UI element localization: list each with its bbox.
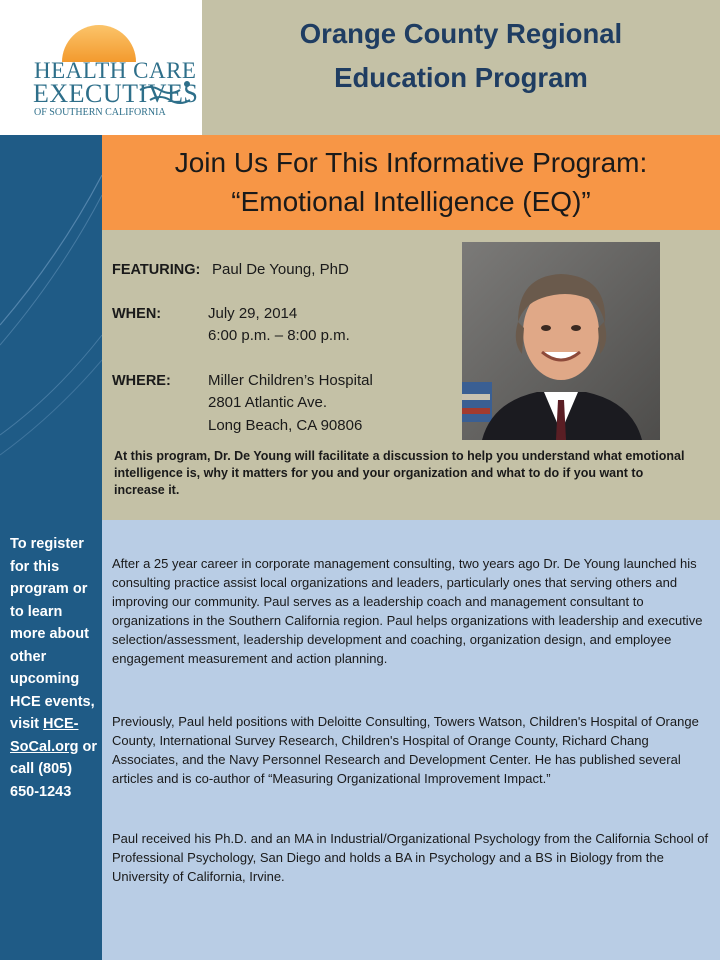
featuring-value: Paul De Young, PhD bbox=[212, 261, 349, 278]
banner-heading: Join Us For This Informative Program: bbox=[174, 147, 648, 178]
sidebar bbox=[0, 135, 102, 960]
program-banner bbox=[102, 135, 720, 230]
bio-paragraph-1: After a 25 year career in corporate management consulting, two years ago Dr. De Young launched his consulting practice assist local organizations and leaders, particularly ones that serving others and improving our community. Paul serves as a leadership coach and management consultant to organizations in the Southern California region. Paul helps organizations with leadership and executive selection/assessment, leadership development and coaching, organization design, and employee engagement measurement and action planning. bbox=[112, 556, 703, 666]
where-label: WHERE: bbox=[112, 373, 171, 389]
where-city: Long Beach, CA 90806 bbox=[208, 417, 363, 434]
bio-paragraph-2: Previously, Paul held positions with Deloitte Consulting, Towers Watson, Children's Hospital of Orange County, International Survey Research, Children's Hospital of Orange County, Richard Chang Associates, and the Navy Personnel Research and Development Center. He has published several articles and is co-author of “Measuring Organizational Improvement Impact.” bbox=[112, 714, 699, 786]
speaker-photo bbox=[462, 242, 660, 440]
speaker-bio bbox=[102, 520, 720, 960]
when-label: WHEN: bbox=[112, 306, 162, 322]
registration-info bbox=[10, 533, 100, 803]
registration-phone: or call (805) 650-1243 bbox=[10, 738, 98, 800]
title-line1: Orange County Regional bbox=[299, 18, 623, 49]
when-time: 6:00 p.m. – 8:00 p.m. bbox=[208, 327, 350, 344]
hce-website-link[interactable]: HCE-SoCal.org bbox=[10, 716, 79, 755]
page-title bbox=[202, 12, 720, 100]
title-line2: Education Program bbox=[334, 62, 588, 93]
logo-text-line1: HEALTH CARE bbox=[34, 58, 197, 83]
hce-logo bbox=[0, 0, 202, 135]
program-summary: At this program, Dr. De Young will facilitate a discussion to help you understand what emotional intelligence is, why it matters for you and your organization and what to do if you want to increase it. bbox=[114, 449, 685, 497]
bio-paragraph-3: Paul received his Ph.D. and an MA in Industrial/Organizational Psychology from the California School of Professional Psychology, San Diego and holds a BA in Psychology and a BS in Biology from the University of California, Irvine. bbox=[112, 831, 709, 884]
header bbox=[202, 0, 720, 135]
where-venue: Miller Children’s Hospital bbox=[208, 372, 373, 389]
featuring-label: FEATURING: bbox=[112, 262, 201, 278]
logo-text-line2: EXECUTIVES bbox=[33, 79, 199, 108]
when-date: July 29, 2014 bbox=[208, 305, 298, 322]
program-title: “Emotional Intelligence (EQ)” bbox=[231, 186, 591, 217]
where-street: 2801 Atlantic Ave. bbox=[208, 394, 327, 411]
registration-text: To register for this program or to learn more about other upcoming HCE events, visit bbox=[10, 536, 95, 732]
logo-text-line3: OF SOUTHERN CALIFORNIA bbox=[34, 107, 166, 118]
event-details bbox=[102, 230, 720, 520]
